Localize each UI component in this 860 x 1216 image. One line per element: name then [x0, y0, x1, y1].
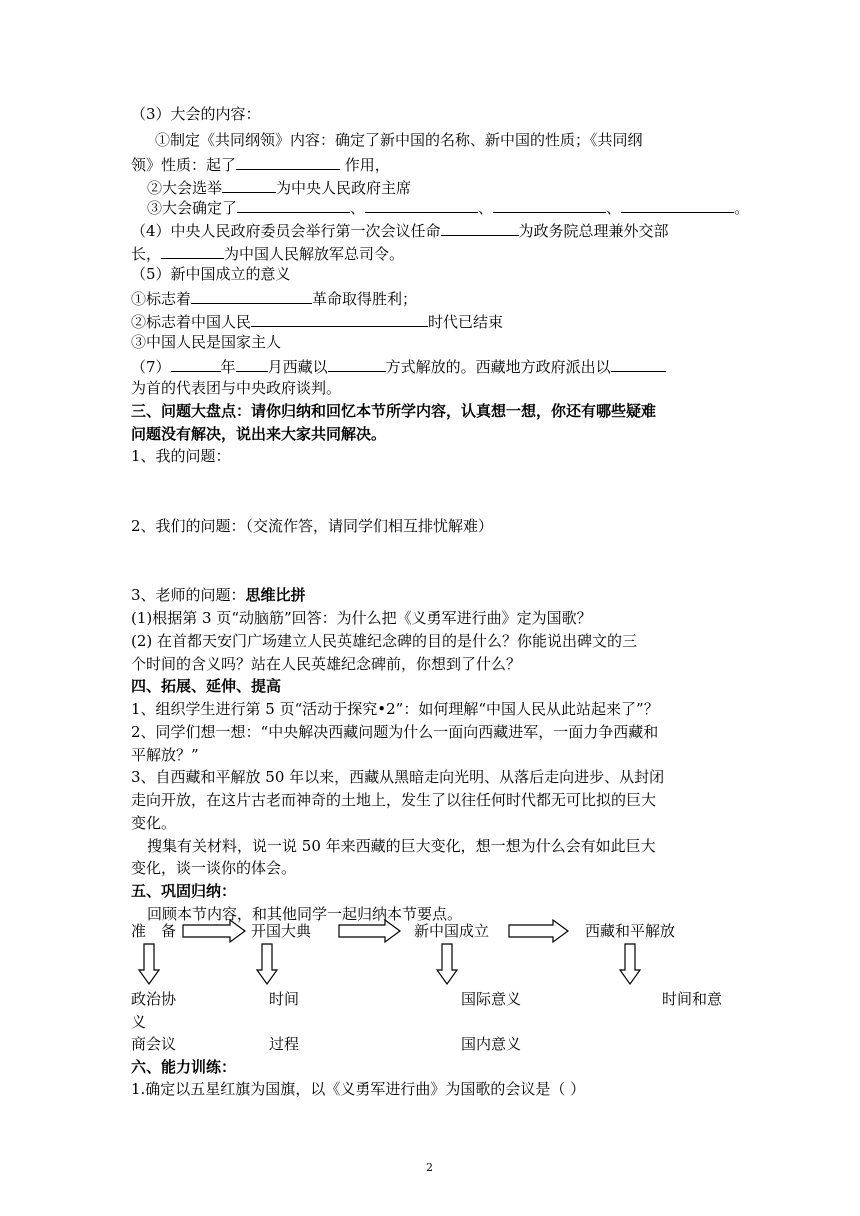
right-arrow-icon [509, 920, 568, 942]
extend-item-3-cont2: 变化。 [131, 814, 177, 832]
section-item-7-cont: 为首的代表团与中央政府谈判。 [131, 379, 342, 397]
right-arrow-icon [183, 920, 245, 942]
extend-task-cont: 变化，谈一谈你的体会。 [131, 859, 297, 877]
section-item-4: （4）中央人民政府委员会举行第一次会议任命 为政务院总理兼外交部 [131, 219, 669, 239]
section-item-4-cont: 长， 为中国人民解放军总司令。 [131, 242, 404, 262]
diagram-node-founding: 新中国成立 [414, 922, 490, 940]
significance-1: ①标志着 革命取得胜利； [131, 287, 417, 307]
program-content-line: ①制定《共同纲领》内容：确定了新中国的名称、新中国的性质；《共同纲 [155, 131, 643, 149]
determined-line: ③大会确定了 、 、 、 。 [147, 196, 749, 216]
section-item-5: （5）新中国成立的意义 [131, 265, 291, 283]
extend-item-3-cont: 走向开放，在这片古老而神奇的土地上，发生了以往任何时代都无可比拟的巨大 [131, 791, 657, 809]
program-nature-line: 领》性质：起了 作用， [131, 153, 390, 173]
section-item-7: （7） 年 月西藏以 方式解放的。西藏地方政府派出以 [131, 355, 666, 375]
section-heading-4: 四、拓展、延伸、提高 [131, 677, 282, 695]
down-arrow-icon [139, 944, 159, 984]
teacher-question: 3、老师的问题：思维比拼 [131, 586, 306, 604]
right-arrow-icon [339, 920, 400, 942]
diagram-sub-label: 时间和意 [662, 990, 723, 1008]
diagram-sub-label: 过程 [269, 1035, 300, 1053]
extend-item-2-cont: 平解放？” [131, 746, 199, 764]
significance-3: ③中国人民是国家主人 [131, 333, 282, 351]
summary-instruction: 回顾本节内容，和其他同学一起归纳本节要点。 [147, 905, 463, 923]
diagram-sub-label: 国内意义 [461, 1035, 522, 1053]
section-heading-3: 三、问题大盘点：请你归纳和回忆本节所学内容，认真想一想，你还有哪些疑难 [131, 402, 657, 420]
diagram-node-tibet: 西藏和平解放 [585, 922, 676, 940]
section-item-3: （3）大会的内容： [131, 105, 261, 123]
diagram-sub-label: 时间 [269, 990, 300, 1008]
significance-2: ②标志着中国人民 时代已结束 [131, 310, 503, 330]
my-question: 1、我的问题： [131, 447, 231, 465]
down-arrow-icon [257, 944, 277, 984]
extend-task: 搜集有关材料，说一说 50 年来西藏的巨大变化，想一想为什么会有如此巨大 [147, 837, 656, 855]
question-1: (1)根据第 3 页“动脑筋”回答：为什么把《义勇军进行曲》定为国歌？ [131, 609, 592, 627]
diagram-sub-label: 商会议 [131, 1035, 177, 1053]
section-heading-6: 六、能力训练： [131, 1058, 237, 1076]
section-heading-5: 五、巩固归纳： [131, 882, 237, 900]
down-arrow-icon [620, 944, 640, 984]
down-arrow-icon [437, 944, 457, 984]
extend-item-1: 1、组织学生进行第 5 页“活动于探究•2”：如何理解“中国人民从此站起来了”？ [131, 700, 659, 718]
extend-item-3: 3、自西藏和平解放 50 年以来，西藏从黑暗走向光明、从落后走向进步、从封闭 [131, 768, 665, 786]
diagram-sub-label: 国际意义 [461, 990, 522, 1008]
page-number: 2 [426, 1161, 433, 1174]
section-heading-3-cont: 问题没有解决，说出来大家共同解决。 [131, 425, 387, 443]
election-line: ②大会选举 为中央人民政府主席 [147, 176, 411, 196]
exercise-question-1: 1.确定以五星红旗为国旗，以《义勇军进行曲》为国歌的会议是（ ） [131, 1080, 586, 1098]
diagram-node-ceremony: 开国大典 [251, 922, 312, 940]
diagram-node-prepare: 准 备 [131, 922, 177, 940]
diagram-sub-label: 义 [131, 1013, 147, 1031]
question-2-cont: 个时间的含义吗？站在人民英雄纪念碑前，你想到了什么？ [131, 655, 522, 673]
our-question: 2、我们的问题：（交流作答，请同学们相互排忧解难） [131, 517, 494, 535]
question-2: (2) 在首都天安门广场建立人民英雄纪念碑的目的是什么？你能说出碑文的三 [131, 632, 638, 650]
extend-item-2: 2、同学们想一想：“中央解决西藏问题为什么一面向西藏进军，一面力争西藏和 [131, 723, 659, 741]
diagram-sub-label: 政治协 [131, 990, 177, 1008]
